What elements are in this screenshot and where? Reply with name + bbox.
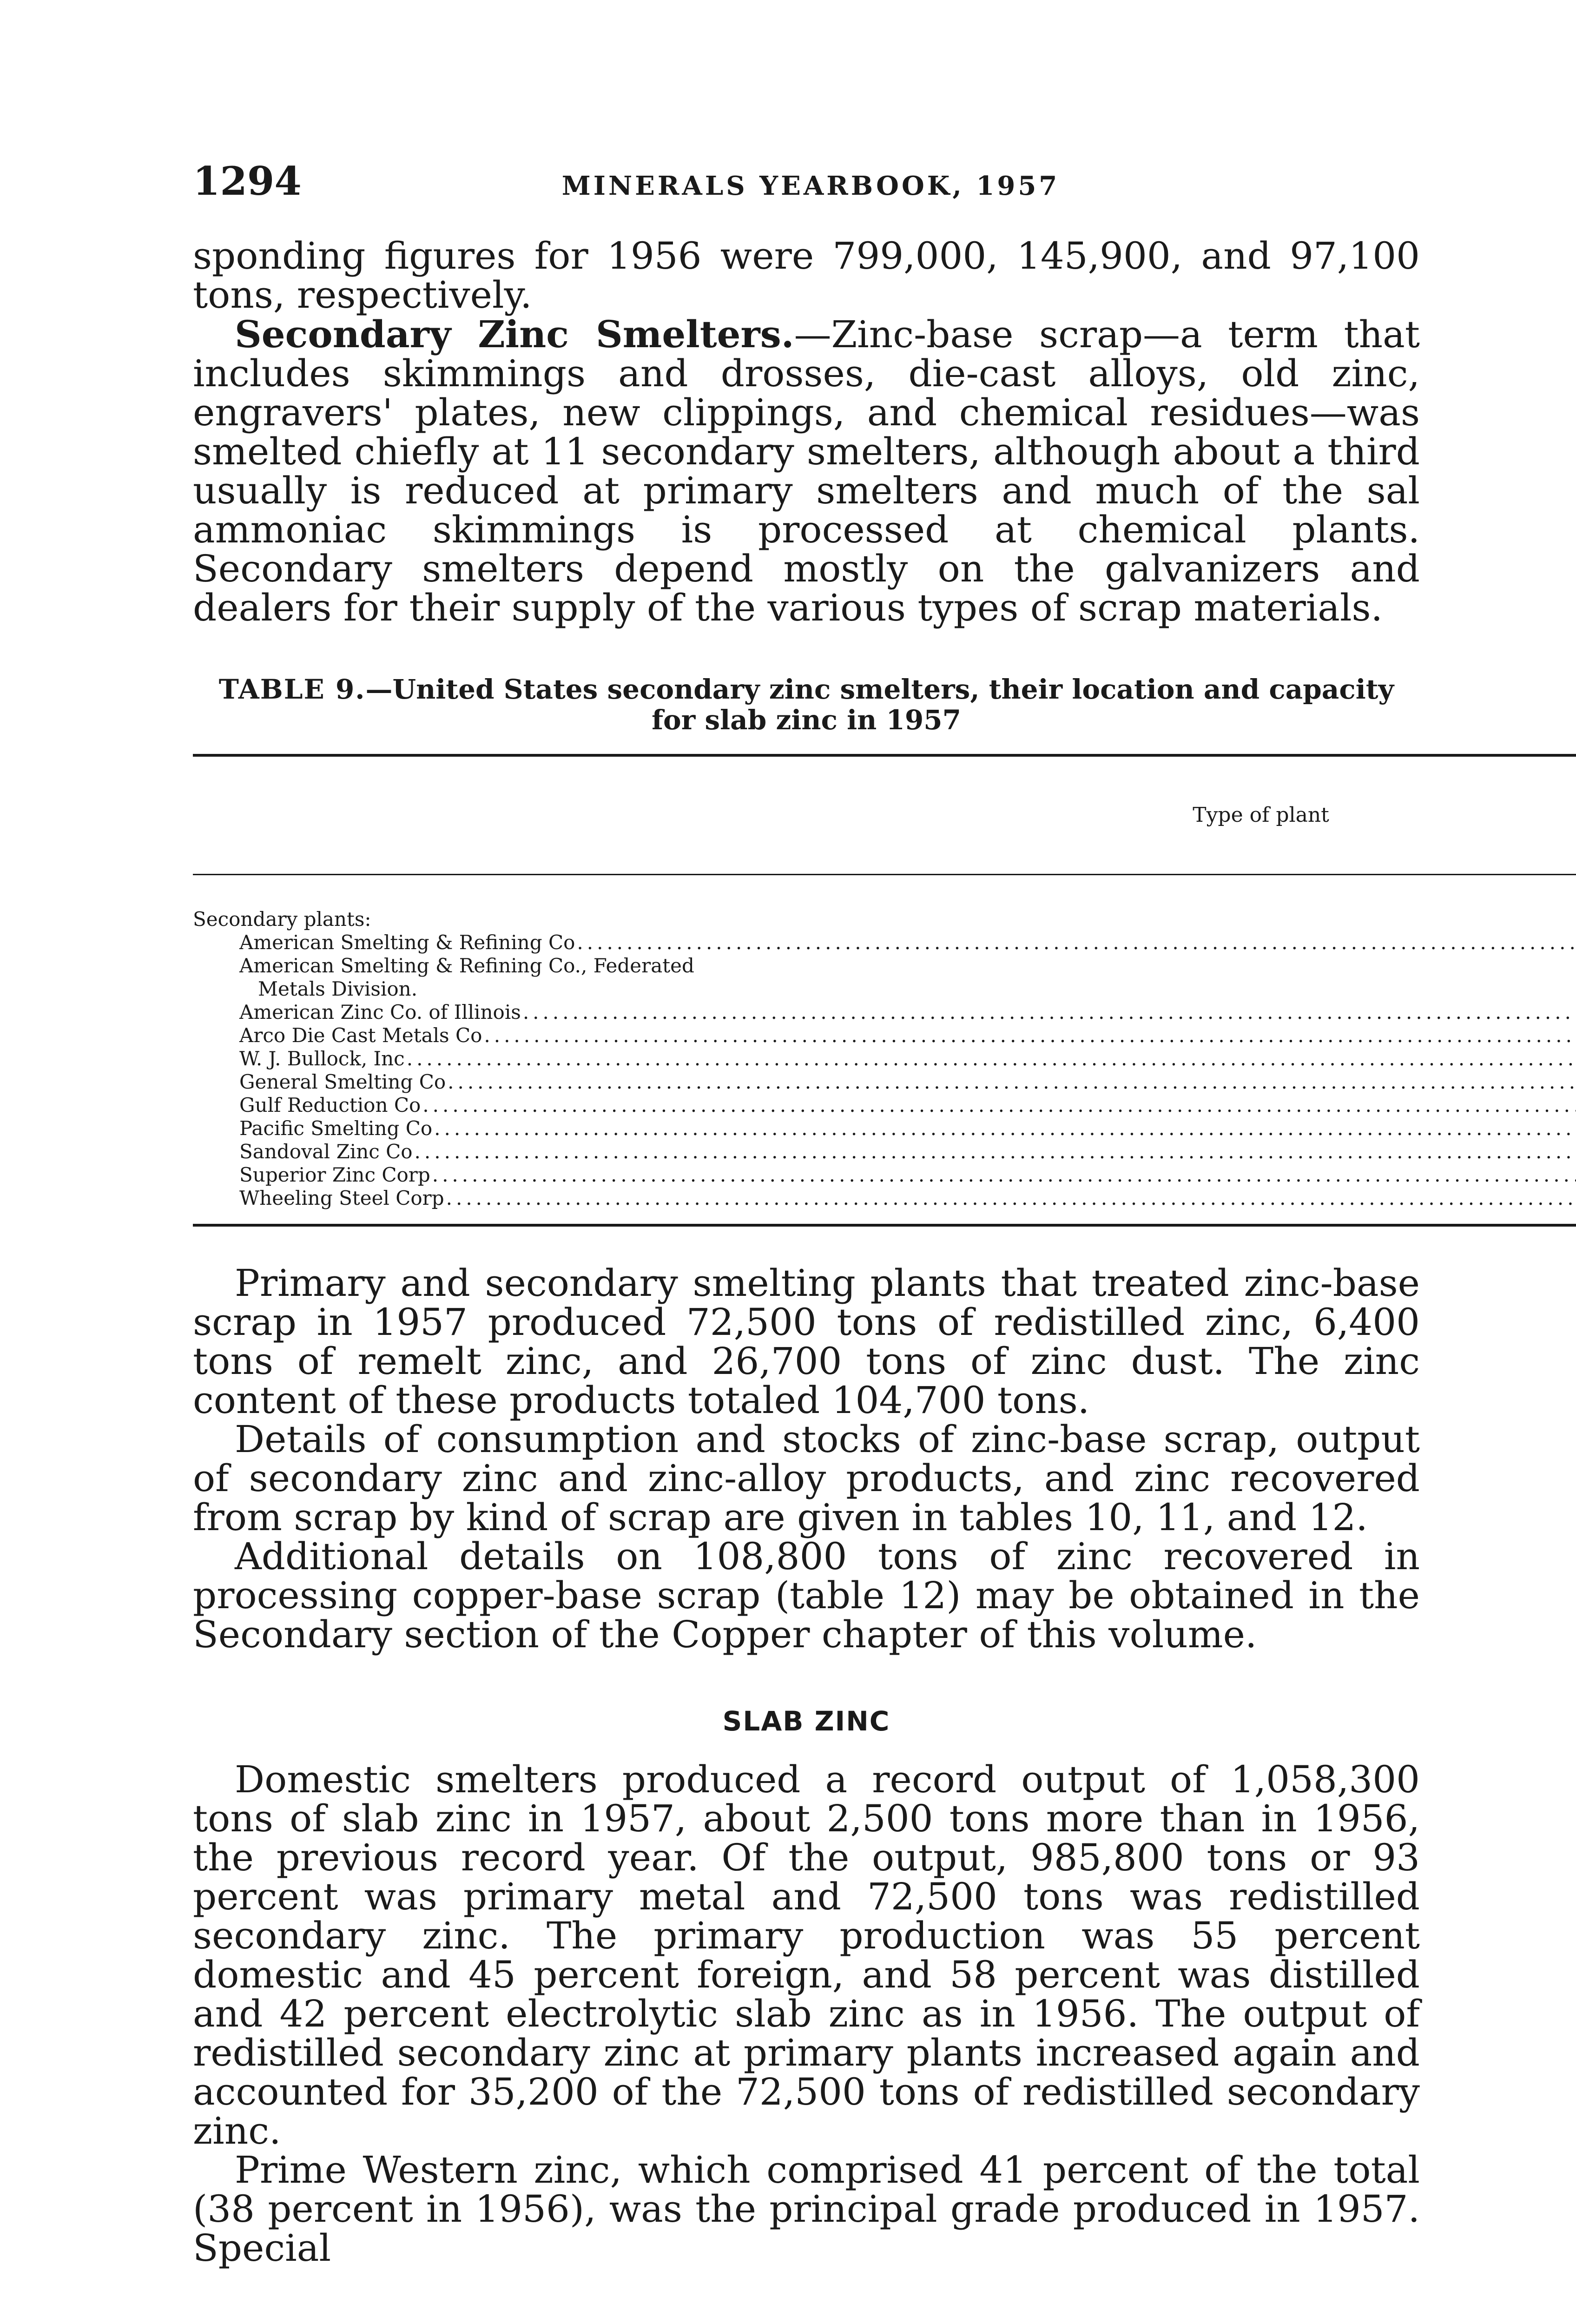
page-number: 1294 <box>193 158 302 204</box>
paragraph-secondary-smelters <box>193 312 1420 629</box>
smelters-table <box>193 754 1576 1227</box>
table-row: American Smelting & Refining Co., Federated <box>239 954 694 977</box>
header-type-of-plant: Type of plant <box>193 755 1576 875</box>
paragraph-additional-details: Additional details on 108,800 tons of zinc recovered in processing copper-base scrap (table 12) may be obtained in the Secondary section of the Copper chapter of this volume. <box>193 1535 1420 1656</box>
table-row: American Zinc Co. of Illinois ..... <box>193 1001 1576 1024</box>
table-body-row <box>193 875 1576 1226</box>
group-label: Secondary plants: <box>193 908 371 931</box>
running-head: MINERALS YEARBOOK, 1957 <box>561 171 1060 201</box>
table-row: Arco Die Cast Metals Co ..... <box>193 1024 1576 1047</box>
table-row: Pacific Smelting Co ..... <box>193 1117 1576 1140</box>
paragraph-details: Details of consumption and stocks of zinc-base scrap, output of secondary zinc and zinc-alloy products, and zinc recovered from scrap by kind of scrap are given in tables 10, 11, and 12. <box>193 1418 1420 1539</box>
page-header <box>193 158 1420 204</box>
table-title-line1: —United States secondary zinc smelters, their location and capacity <box>365 673 1394 705</box>
page <box>193 158 1420 2268</box>
table-row: W. J. Bullock, Inc ..... <box>193 1047 1576 1070</box>
table-row: Superior Zinc Corp ..... <box>193 1163 1576 1187</box>
table-row-continued: Metals Division. <box>258 977 418 1000</box>
table-row: American Smelting & Refining Co ..... <box>193 931 1576 954</box>
section-heading: SLAB ZINC <box>722 1705 890 1737</box>
plant-names-cell <box>193 875 1576 1226</box>
table-title-line2: for slab zinc in 1957 <box>652 704 961 736</box>
table-row: Wheeling Steel Corp ..... <box>193 1187 1576 1210</box>
paragraph-prime-western: Prime Western zinc, which comprised 41 percent of the total (38 percent in 1956), was the principal grade produced in 1957. Special <box>193 2148 1420 2270</box>
paragraph-scrap-treated: Primary and secondary smelting plants that treated zinc-base scrap in 1957 produced 72,500 tons of redistilled zinc, 6,400 tons of remelt zinc, and 26,700 tons of zinc dust. The zinc content of these products totaled 104,700 tons. <box>193 1261 1420 1422</box>
paragraph-body: —Zinc-base scrap—a term that includes skimmings and drosses, die-cast alloys, old zinc, engravers' plates, new clippings, and chemical residues—was smelted chiefly at 11 secondary smelters, although about a third usually is reduced at primary smelters and much of the sal ammoniac skimmings is processed at chemical plants. Secondary smelters depend mostly on the galvanizers and dealers for their supply of the various types of scrap materials. <box>193 313 1420 629</box>
table-label: TABLE 9. <box>218 673 366 705</box>
paragraph-continuation: sponding figures for 1956 were 799,000, 145,900, and 97,100 tons, respectively. <box>193 234 1420 317</box>
run-in-heading: Secondary Zinc Smelters. <box>235 312 794 356</box>
table-title <box>193 674 1420 735</box>
table-row: Sandoval Zinc Co ..... <box>193 1140 1576 1163</box>
table-header-row <box>193 755 1576 875</box>
paragraph-slab-zinc: Domestic smelters produced a record output of 1,058,300 tons of slab zinc in 1957, about 2,500 tons more than in 1956, the previous record year. Of the output, 985,800 tons or 93 percent was primary metal and 72,500 tons was redistilled secondary zinc. The primary production was 55 percent domestic and 45 percent foreign, and 58 percent was distilled and 42 percent electrolytic slab zinc as in 1956. The output of redistilled secondary zinc at primary plants increased again and accounted for 35,200 of the 72,500 tons of redistilled secondary zinc. <box>193 1758 1420 2152</box>
table-row: General Smelting Co ..... <box>193 1070 1576 1094</box>
table-row: Gulf Reduction Co ..... <box>193 1094 1576 1117</box>
